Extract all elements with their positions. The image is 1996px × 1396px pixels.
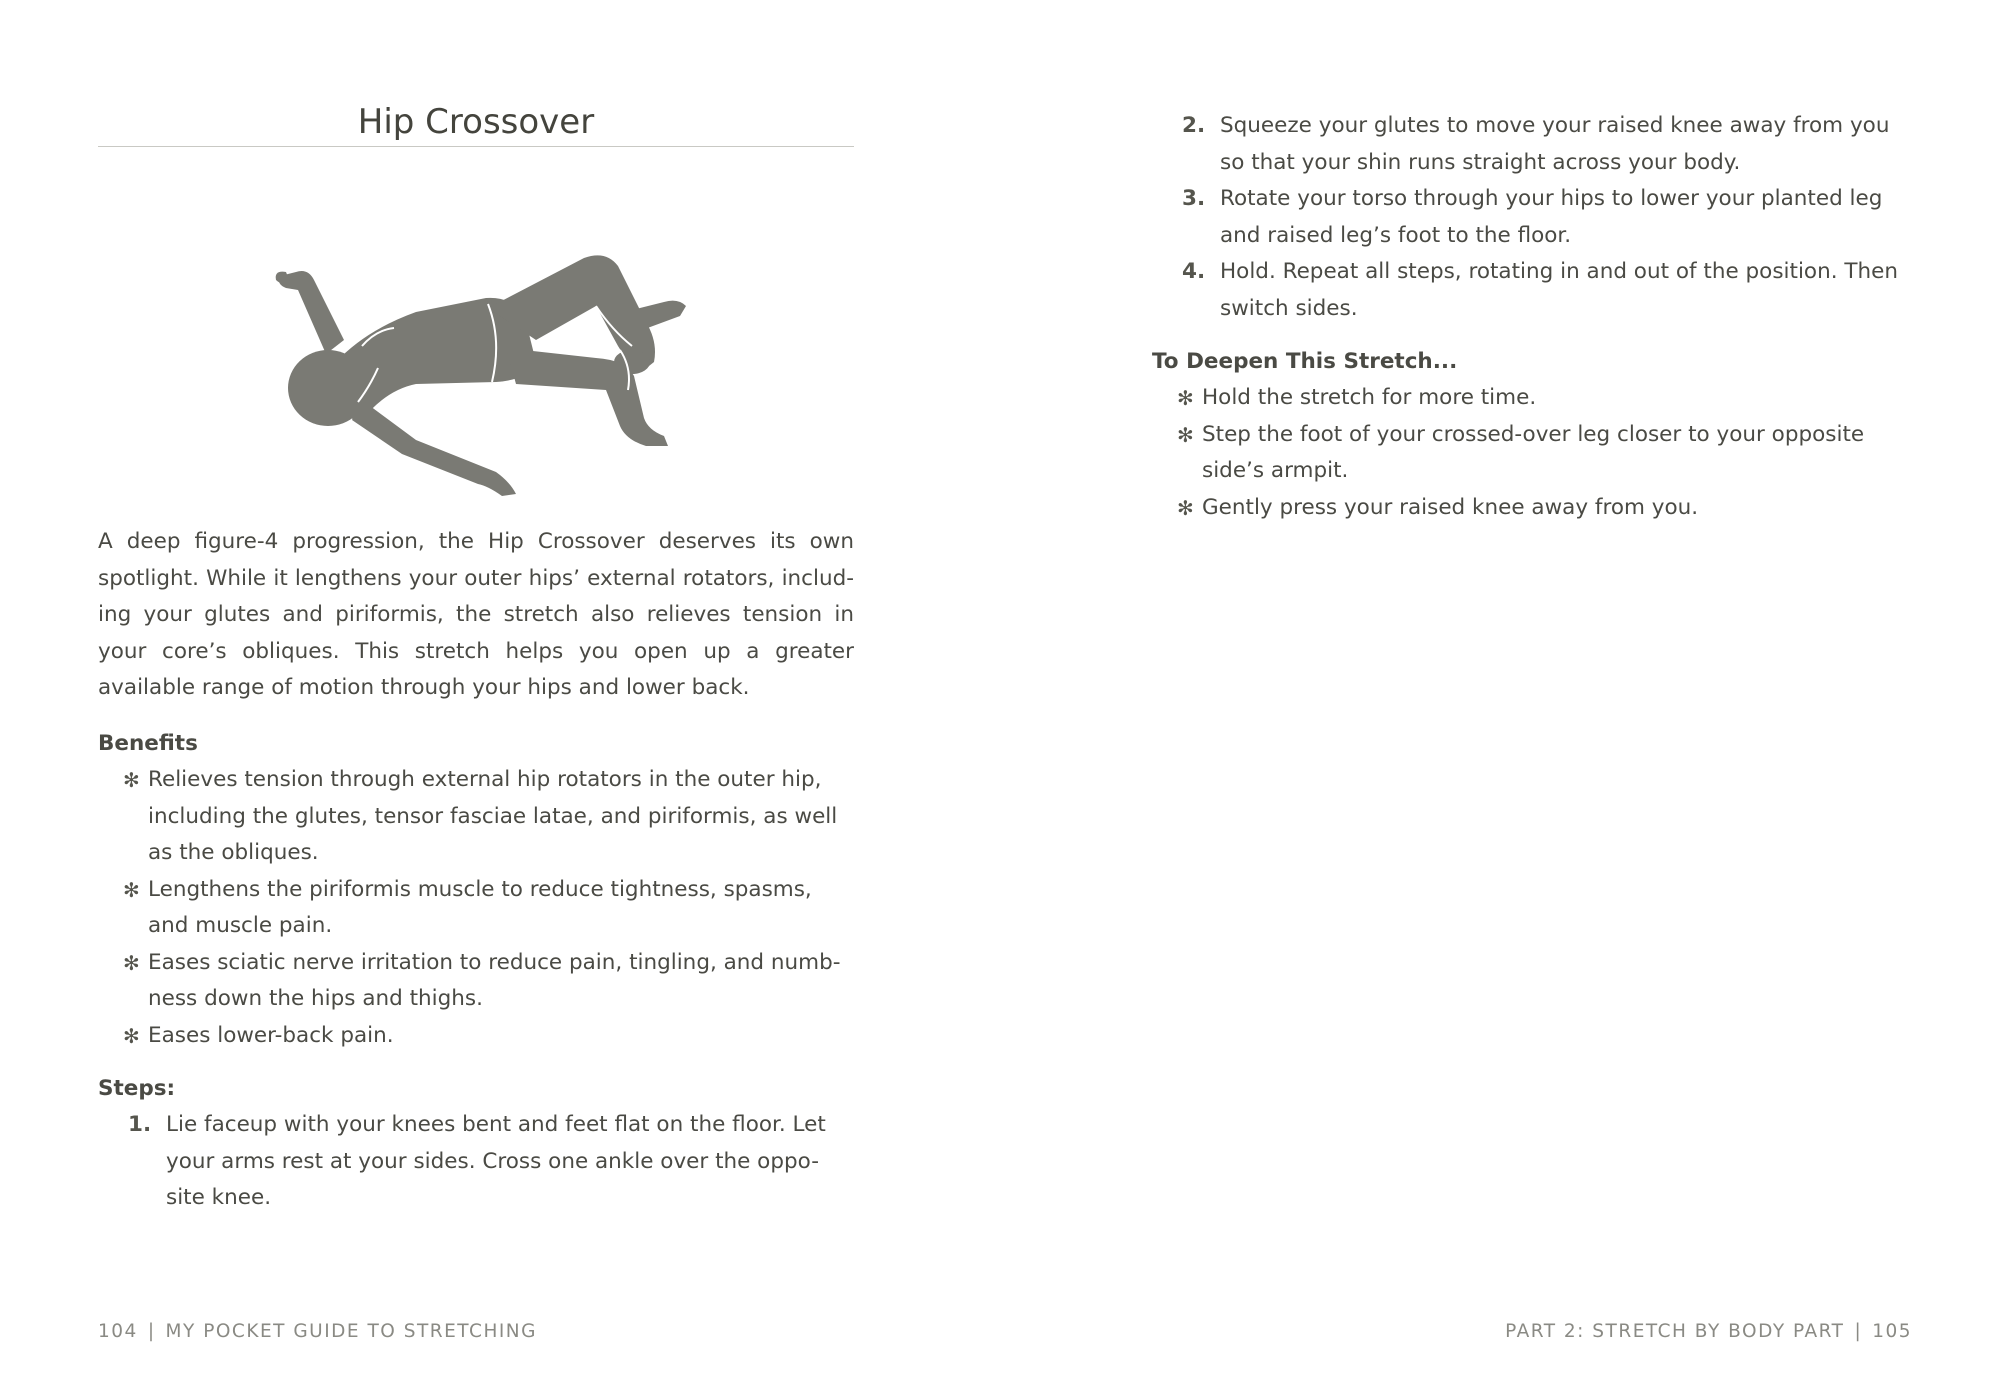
step-number: 4. [1182, 259, 1206, 284]
book-title: MY POCKET GUIDE TO STRETCHING [165, 1321, 537, 1342]
part-title: PART 2: STRETCH BY BODY PART [1505, 1321, 1845, 1342]
asterisk-bullet-icon: ✻ [123, 1023, 140, 1048]
step-item: 4. Hold. Repeat all steps, rotating in and out of the position. Then switch sides. [1152, 254, 1912, 327]
steps-list [98, 1107, 854, 1217]
list-item: ✻ Eases lower-back pain. [98, 1018, 854, 1055]
steps-list-continued [1152, 108, 1912, 327]
page-title: Hip Crossover [357, 102, 595, 142]
list-item: ✻ Gently press your raised knee away from you. [1152, 490, 1912, 527]
step-item: 2. Squeeze your glutes to move your raised knee away from you so that your shin runs straight across your body. [1152, 108, 1912, 181]
list-item: ✻ Hold the stretch for more time. [1152, 380, 1912, 417]
asterisk-bullet-icon: ✻ [1177, 495, 1194, 520]
steps-heading: Steps: [98, 1076, 176, 1101]
asterisk-bullet-icon: ✻ [123, 877, 140, 902]
intro-paragraph: A deep figure-4 progression, the Hip Crossover deserves its own spotlight. While it lengthens your outer hips’ external rotators, includ-ing your glutes and piriformis, the stretch also relieves tension in your core’s obliques. This stretch helps you open up a greater available range of motion through your hips and lower back. [98, 529, 854, 700]
benefits-list [98, 762, 854, 1054]
page-number: 104 [98, 1321, 138, 1342]
list-item: ✻ Lengthens the piriformis muscle to reduce tightness, spasms, and muscle pain. [98, 872, 854, 945]
asterisk-bullet-icon: ✻ [123, 950, 140, 975]
step-item: 3. Rotate your torso through your hips to lower your planted leg and raised leg’s foot to the floor. [1152, 181, 1912, 254]
asterisk-bullet-icon: ✻ [1177, 386, 1194, 410]
list-item: ✻ Eases sciatic nerve irritation to reduce pain, tingling, and numb-ness down the hips and thighs. [98, 945, 854, 1018]
asterisk-bullet-icon: ✻ [1177, 422, 1194, 447]
step-item: 1. Lie faceup with your knees bent and feet flat on the floor. Let your arms rest at your sides. Cross one ankle over the oppo-site knee. [98, 1107, 854, 1217]
step-number: 3. [1182, 186, 1206, 211]
right-page [1152, 0, 1912, 1396]
step-number: 1. [128, 1112, 152, 1137]
hip-crossover-stretch-figure-icon [266, 250, 686, 500]
title-divider [98, 146, 854, 147]
step-number: 2. [1182, 113, 1206, 138]
footer-separator: | [147, 1321, 156, 1342]
list-item: ✻ Relieves tension through external hip rotators in the outer hip, including the glutes, tensor fasciae latae, and piriformis, as well as the obliques. [98, 762, 854, 872]
list-item: ✻ Step the foot of your crossed-over leg closer to your opposite side’s armpit. [1152, 417, 1912, 490]
benefits-heading: Benefits [98, 731, 198, 756]
deepen-heading: To Deepen This Stretch... [1152, 349, 1458, 374]
asterisk-bullet-icon: ✻ [123, 768, 140, 792]
deepen-list [1152, 380, 1912, 526]
page-number: 105 [1872, 1321, 1912, 1342]
footer-separator: | [1854, 1321, 1863, 1342]
left-page [98, 0, 854, 1396]
footer-left [98, 1320, 537, 1344]
footer-right [1505, 1320, 1912, 1344]
